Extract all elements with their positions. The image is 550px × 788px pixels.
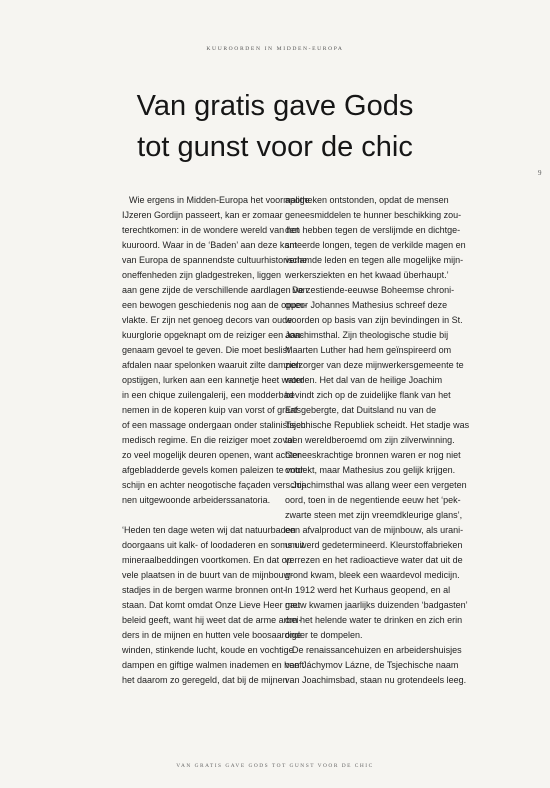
text-line: genaam gevoel te geven. Die moet beslist [122,345,290,355]
text-line: ontdekt, maar Mathesius zou gelijk krijgen. [285,465,456,475]
text-line: gauw kwamen jaarlijks duizenden ‘badgasten’ [285,600,468,610]
text-line: zwarte steen met zijn vreemdkleurige glans’, [285,510,463,520]
text-line: zielzorger van deze mijnwerkersgemeente te [285,360,464,370]
text-line: aan gene zijde de verschillende aardlagen van [122,285,308,295]
text-line: een afvalproduct van de mijnbouw, als urani- [285,525,464,535]
text-line: staan. Dat komt omdat Onze Lieve Heer met [122,600,301,610]
text-line: afgebladderde gevels komen paleizen te voor- [122,465,307,475]
text-line: dampen en giftige walmen inademen en heeft [122,660,305,670]
text-line: IJzeren Gordijn passeert, kan er zomaar [122,210,283,220]
chapter-title [0,86,550,168]
text-line: ders in de mijnen en hutten vele boosaardige [122,630,302,640]
text-line: onder te dompelen. [285,630,363,640]
text-line: nen uitgewoonde arbeiderssanatoria. [122,495,271,505]
text-line: worden. Het dal van de heilige Joachim [285,375,443,385]
text-line: grond kwam, bleek een waardevol medicijn. [285,570,460,580]
text-line: om het helende water te drinken en zich erin [285,615,463,625]
paragraph [285,478,468,643]
text-line: werkersziekten en het kwaad überhaupt.’ [285,270,449,280]
paragraph [122,193,310,508]
text-line: Ertsgebergte, dat Duitsland nu van de [285,405,437,415]
text-line: geneesmiddelen te hunner beschikking zou- [285,210,462,220]
text-line: verlamde leden en tegen alle mogelijke mijn- [285,255,464,265]
text-line: mineraalbeddingen voortkomen. En dat op [122,555,292,565]
text-line: Maarten Luther had hem geïnspireerd om [285,345,452,355]
text-line: een bewogen geschiedenis nog aan de opper- [122,300,308,310]
text-line: den hebben tegen de verslijmde en dichtge- [285,225,461,235]
text-line: De renaissancehuizen en arbeidershuisjes [292,645,462,655]
text-line: van Joachimsbad, staan nu grotendeels leeg. [285,675,467,685]
text-line: vlakte. Er zijn net genoeg decors van oude [122,315,293,325]
running-foot: VAN GRATIS GAVE GODS TOT GUNST VOOR DE CHIC [176,763,374,769]
text-line: van Europa de spannendste cultuurhistorische [122,255,308,265]
text-line: woorden op basis van zijn bevindingen in St. [285,315,463,325]
text-line: toen wereldberoemd om zijn zilverwinning. [285,435,455,445]
text-line: beleid geeft, want hij weet dat de arme arbei- [122,615,302,625]
chapter-title-line-1: Van gratis gave Gods [136,90,414,122]
text-line: in een chique zuilengalerij, een modderbad [122,390,294,400]
text-line: nemen in de koperen kuip van vorst of graaf [122,405,298,415]
paragraph [285,193,466,283]
text-line: In 1912 werd het Kurhaus geopend, en al [285,585,451,595]
paragraph [285,643,467,688]
paragraph [285,283,470,478]
text-line: apotheken ontstonden, opdat de mensen [285,195,449,205]
text-line: kuurglorie opgeknapt om de reiziger een aan- [122,330,304,340]
text-line: winden, stinkende lucht, koude en vochtige [122,645,294,655]
text-line: De zestiende-eeuwse Boheemse chroni- [292,285,455,295]
text-line: bevindt zich op de zuidelijke flank van het [285,390,451,400]
text-line: het daarom zo geregeld, dat bij de mijnen [122,675,288,685]
text-line: afdalen naar spelonken waaruit zilte dampen [122,360,301,370]
text-line: stadjes in de bergen warme bronnen ont- [122,585,287,595]
text-line: van Jáchymov Lázne, de Tsjechische naam [285,660,459,670]
text-line: opstijgen, lurken aan een kannetje heet water [122,375,304,385]
text-line: of een massage ondergaan onder stalinistisch [122,420,306,430]
paragraph [122,523,305,688]
text-line: schijn en achter neogotische façaden verschij- [122,480,307,490]
text-line: terechtkomen: in de wondere wereld van het [122,225,300,235]
text-line: vele plaatsen in de buurt van de mijnbouw- [122,570,294,580]
text-line: oord, toen in de negentiende eeuw het ‘pek- [285,495,461,505]
text-line: oneffenheden zijn gladgestreken, liggen [122,270,281,280]
text-line: Joachimsthal was allang weer een vergeten [292,480,467,490]
text-line: queur Johannes Mathesius schreef deze [285,300,448,310]
page-number: 9 [538,169,542,177]
text-line: verrezen en het radioactieve water dat uit de [285,555,463,565]
text-line: doorgaans uit kalk- of loodaderen en soms uit [122,540,305,550]
text-line: um werd gedetermineerd. Kleurstoffabrieken [285,540,463,550]
text-line: kuuroord. Waar in de ‘Baden’ aan deze kant [122,240,297,250]
text-line: Tsjechische Republiek scheidt. Het stadje was [285,420,470,430]
text-line: smeerde longen, tegen de verkilde magen en [285,240,466,250]
text-line: Wie ergens in Midden-Europa het voormalige [129,195,310,205]
chapter-title-line-2: tot gunst voor de chic [137,131,413,163]
text-column-right [285,193,470,688]
text-line: medisch regime. En die reiziger moet zoval [122,435,295,445]
running-head: KUUROORDEN IN MIDDEN-EUROPA [206,46,344,52]
text-line: zo veel mogelijk deuren openen, want achter [122,450,301,460]
text-line: Geneeskrachtige bronnen waren er nog niet [285,450,461,460]
text-line: Joachimsthal. Zijn theologische studie bij [285,330,449,340]
text-column-left [122,193,310,688]
text-line: ‘Heden ten dage weten wij dat natuurbaden [122,525,296,535]
